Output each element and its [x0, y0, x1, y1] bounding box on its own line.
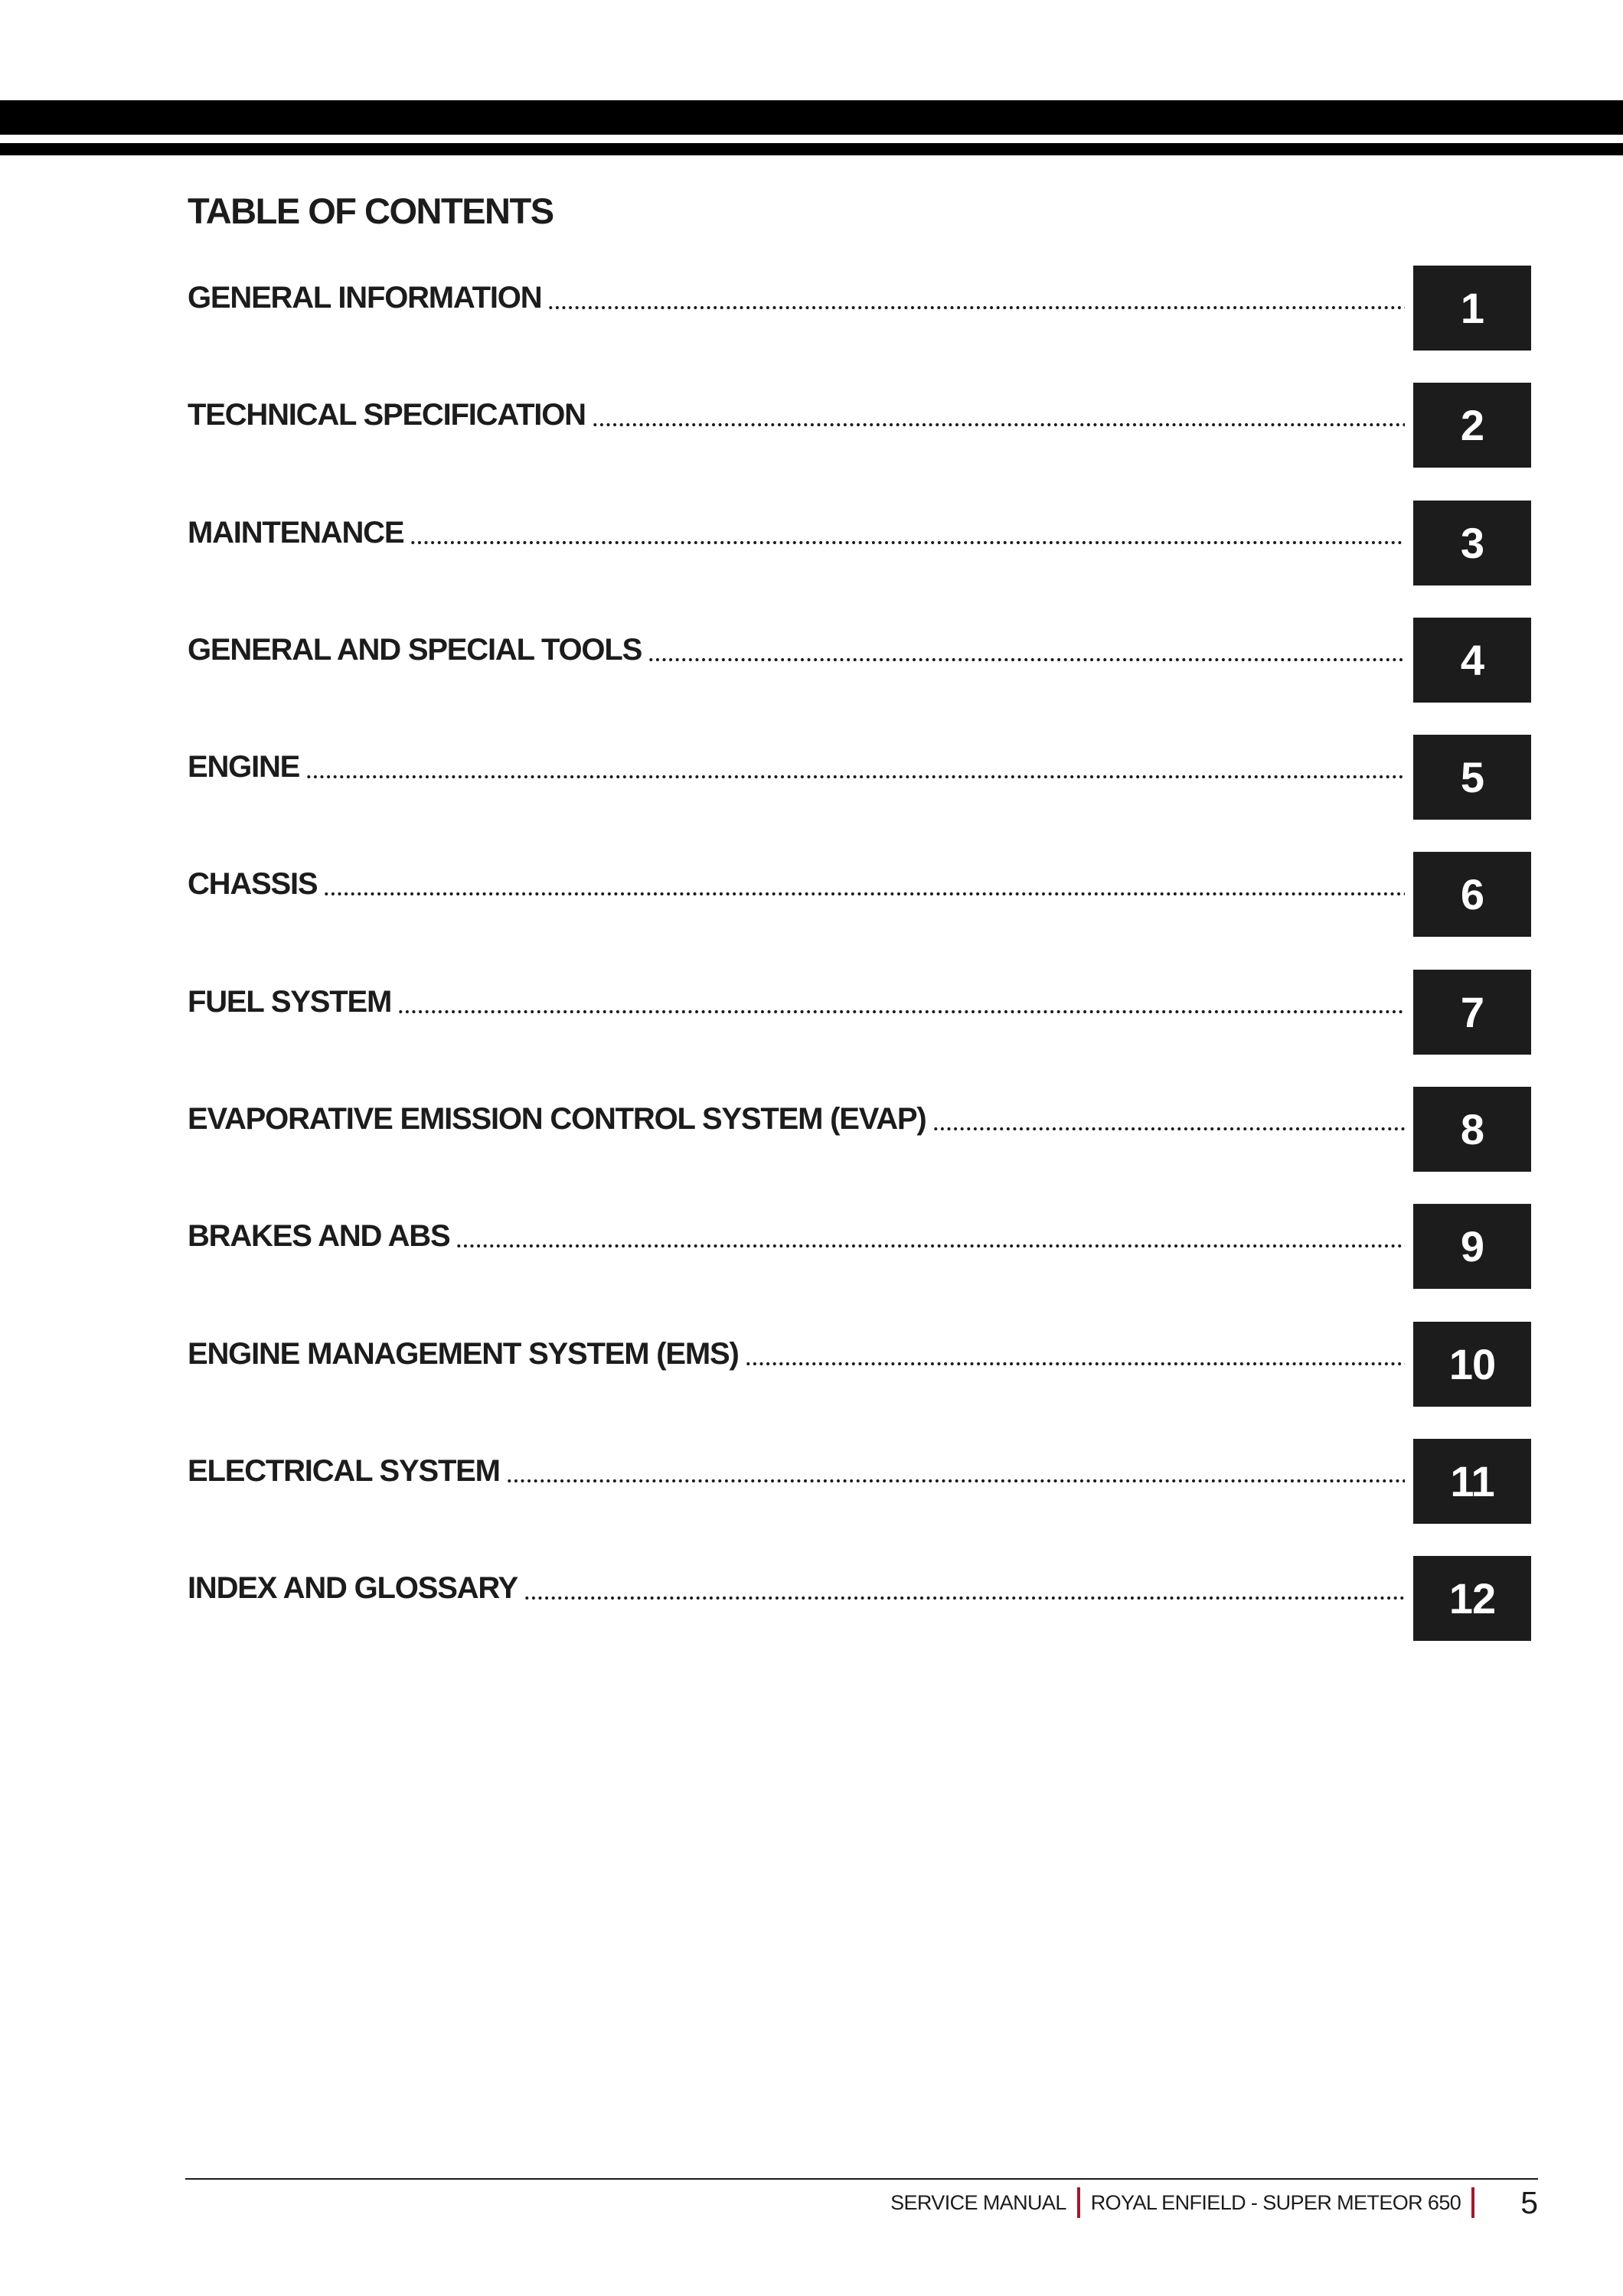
toc-entry-label: ENGINE MANAGEMENT SYSTEM (EMS)	[188, 1336, 739, 1371]
toc-entry-label: CHASSIS	[188, 867, 318, 902]
chapter-tab[interactable]: 2	[1413, 383, 1531, 468]
footer-separator	[1077, 2187, 1080, 2218]
toc-entry[interactable]	[188, 1554, 1531, 1671]
dot-leader	[592, 423, 1405, 426]
dot-leader	[506, 1479, 1405, 1482]
toc-entry[interactable]	[188, 499, 1531, 616]
chapter-tab[interactable]: 9	[1413, 1204, 1531, 1289]
toc-entry[interactable]	[188, 616, 1531, 733]
toc-entry-label: FUEL SYSTEM	[188, 984, 392, 1019]
chapter-tab[interactable]: 1	[1413, 266, 1531, 351]
chapter-tab[interactable]: 3	[1413, 501, 1531, 585]
chapter-tab[interactable]: 12	[1413, 1556, 1531, 1641]
footer-separator	[1471, 2187, 1474, 2218]
toc-entry[interactable]	[188, 1202, 1531, 1319]
toc-list	[188, 264, 1531, 1672]
chapter-tab[interactable]: 11	[1413, 1439, 1531, 1524]
header-bar-thick	[0, 100, 1623, 135]
toc-entry-label: GENERAL AND SPECIAL TOOLS	[188, 632, 642, 667]
toc-entry[interactable]	[188, 381, 1531, 498]
dot-leader	[305, 775, 1405, 778]
toc-entry-label: MAINTENANCE	[188, 515, 404, 550]
toc-entry[interactable]	[188, 850, 1531, 967]
toc-entry-label: GENERAL INFORMATION	[188, 281, 542, 315]
chapter-tab[interactable]: 5	[1413, 735, 1531, 820]
toc-entry-label: EVAPORATIVE EMISSION CONTROL SYSTEM (EVAP)	[188, 1102, 926, 1137]
page-title: TABLE OF CONTENTS	[188, 191, 554, 231]
footer-model-label: ROYAL ENFIELD - SUPER METEOR 650	[1090, 2190, 1461, 2214]
toc-entry[interactable]	[188, 1085, 1531, 1202]
dot-leader	[524, 1596, 1405, 1600]
toc-entry[interactable]	[188, 1320, 1531, 1437]
toc-entry-label: TECHNICAL SPECIFICATION	[188, 398, 586, 432]
toc-entry-label: ENGINE	[188, 750, 300, 784]
chapter-tab[interactable]: 8	[1413, 1087, 1531, 1172]
footer-rule	[185, 2178, 1538, 2180]
toc-entry[interactable]	[188, 1437, 1531, 1554]
dot-leader	[456, 1244, 1405, 1247]
chapter-tab[interactable]: 6	[1413, 852, 1531, 937]
page-footer	[890, 2181, 1538, 2224]
dot-leader	[932, 1127, 1405, 1130]
toc-entry[interactable]	[188, 968, 1531, 1085]
toc-entry-label: BRAKES AND ABS	[188, 1219, 450, 1254]
dot-leader	[323, 892, 1405, 895]
dot-leader	[648, 658, 1405, 661]
dot-leader	[745, 1362, 1405, 1365]
header-bar-thin	[0, 143, 1623, 155]
chapter-tab[interactable]: 10	[1413, 1322, 1531, 1407]
toc-entry-label: ELECTRICAL SYSTEM	[188, 1453, 500, 1488]
toc-entry-label: INDEX AND GLOSSARY	[188, 1571, 518, 1606]
dot-leader	[410, 541, 1405, 544]
footer-manual-label: SERVICE MANUAL	[890, 2190, 1066, 2214]
dot-leader	[397, 1010, 1405, 1013]
toc-entry[interactable]	[188, 733, 1531, 850]
toc-entry[interactable]	[188, 264, 1531, 381]
page-number: 5	[1520, 2184, 1538, 2220]
chapter-tab[interactable]: 4	[1413, 618, 1531, 703]
dot-leader	[547, 306, 1405, 309]
chapter-tab[interactable]: 7	[1413, 970, 1531, 1055]
